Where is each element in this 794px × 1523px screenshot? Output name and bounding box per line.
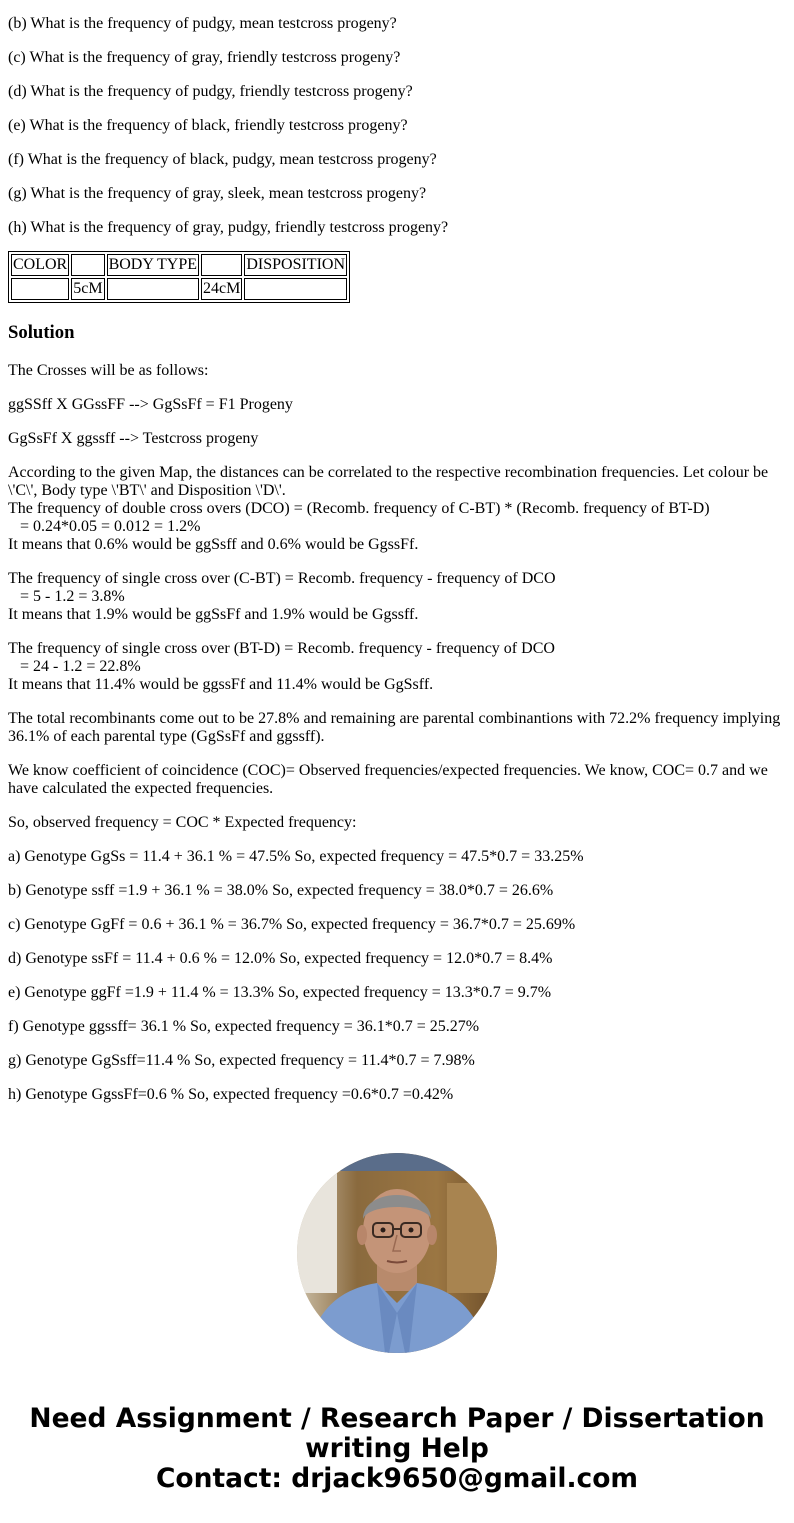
table-cell xyxy=(71,254,104,276)
question-e: (e) What is the frequency of black, friendly testcross progeny? xyxy=(8,117,408,134)
table-cell: 5cM xyxy=(71,278,104,300)
cross-testcross: GgSsFf X ggssff --> Testcross progeny xyxy=(8,430,259,447)
answer-f: f) Genotype ggssff= 36.1 % So, expected frequency = 36.1*0.7 = 25.27% xyxy=(8,1018,480,1035)
table-cell: 24cM xyxy=(201,278,242,300)
answer-a: a) Genotype GgSs = 11.4 + 36.1 % = 47.5% So, expected frequency = 47.5*0.7 = 33.25% xyxy=(8,848,584,865)
document-body xyxy=(8,15,784,1120)
answer-d: d) Genotype ssFf = 11.4 + 0.6 % = 12.0% So, expected frequency = 12.0*0.7 = 8.4% xyxy=(8,950,553,967)
promo-banner xyxy=(0,1404,794,1494)
map-intro-text: According to the given Map, the distances can be correlated to the respective recombination frequencies. Let colour be \'C\', Body type \'BT\' and Disposition \'D\'. xyxy=(8,464,769,499)
crosses-intro: The Crosses will be as follows: xyxy=(8,362,209,379)
btd-meaning: It means that 11.4% would be ggssFf and 11.4% would be GgSsff. xyxy=(8,676,434,693)
answer-c: c) Genotype GgFf = 0.6 + 36.1 % = 36.7% So, expected frequency = 36.7*0.7 = 25.69% xyxy=(8,916,576,933)
author-avatar xyxy=(297,1153,497,1353)
answer-e: e) Genotype ggFf =1.9 + 11.4 % = 13.3% So, expected frequency = 13.3*0.7 = 9.7% xyxy=(8,984,552,1001)
cbt-formula: The frequency of single cross over (C-BT) = Recomb. frequency - frequency of DCO xyxy=(8,570,556,587)
cross-f1: ggSSff X GGssFF --> GgSsFf = F1 Progeny xyxy=(8,396,293,413)
answer-h: h) Genotype GgssFf=0.6 % So, expected frequency =0.6*0.7 =0.42% xyxy=(8,1086,454,1103)
table-row xyxy=(11,278,347,300)
question-d: (d) What is the frequency of pudgy, friendly testcross progeny? xyxy=(8,83,413,100)
avatar-photo xyxy=(297,1153,497,1353)
question-h: (h) What is the frequency of gray, pudgy, friendly testcross progeny? xyxy=(8,219,449,236)
btd-formula: The frequency of single cross over (BT-D) = Recomb. frequency - frequency of DCO xyxy=(8,640,555,657)
observed-formula: So, observed frequency = COC * Expected frequency: xyxy=(8,814,357,831)
table-cell xyxy=(201,254,242,276)
banner-line-2: writing Help xyxy=(305,1433,489,1464)
map-explanation xyxy=(8,464,784,554)
single-crossover-btd xyxy=(8,640,784,694)
table-cell: DISPOSITION xyxy=(244,254,347,276)
question-c: (c) What is the frequency of gray, friendly testcross progeny? xyxy=(8,49,401,66)
banner-contact: Contact: drjack9650@gmail.com xyxy=(155,1463,639,1494)
table-cell xyxy=(11,278,69,300)
table-cell: COLOR xyxy=(11,254,69,276)
single-crossover-cbt xyxy=(8,570,784,624)
total-recombinants: The total recombinants come out to be 27.8% and remaining are parental combinantions with 72.2% frequency implying 36.1% of each parental type (GgSsFf and ggssff). xyxy=(8,710,781,745)
solution-heading: Solution xyxy=(8,322,75,343)
coc-explanation: We know coefficient of coincidence (COC)= Observed frequencies/expected frequencies. We know, COC= 0.7 and we have calculated the expected frequencies. xyxy=(8,762,768,797)
dco-calculation: = 0.24*0.05 = 0.012 = 1.2% xyxy=(20,518,201,535)
table-cell xyxy=(244,278,347,300)
question-g: (g) What is the frequency of gray, sleek, mean testcross progeny? xyxy=(8,185,427,202)
cbt-calculation: = 5 - 1.2 = 3.8% xyxy=(20,588,125,605)
btd-calculation: = 24 - 1.2 = 22.8% xyxy=(20,658,141,675)
question-f: (f) What is the frequency of black, pudgy, mean testcross progeny? xyxy=(8,151,437,168)
question-b: (b) What is the frequency of pudgy, mean testcross progeny? xyxy=(8,15,397,32)
banner-line-1: Need Assignment / Research Paper / Dissertation xyxy=(29,1403,765,1434)
table-cell xyxy=(107,278,199,300)
answer-b: b) Genotype ssff =1.9 + 36.1 % = 38.0% So, expected frequency = 38.0*0.7 = 26.6% xyxy=(8,882,554,899)
table-row xyxy=(11,254,347,276)
answer-g: g) Genotype GgSsff=11.4 % So, expected frequency = 11.4*0.7 = 7.98% xyxy=(8,1052,475,1069)
gene-map-table xyxy=(8,251,350,303)
dco-formula: The frequency of double cross overs (DCO) = (Recomb. frequency of C-BT) * (Recomb. frequency of BT-D) xyxy=(8,500,710,517)
dco-meaning: It means that 0.6% would be ggSsff and 0.6% would be GgssFf. xyxy=(8,536,419,553)
table-cell: BODY TYPE xyxy=(107,254,199,276)
cbt-meaning: It means that 1.9% would be ggSsFf and 1.9% would be Ggssff. xyxy=(8,606,419,623)
